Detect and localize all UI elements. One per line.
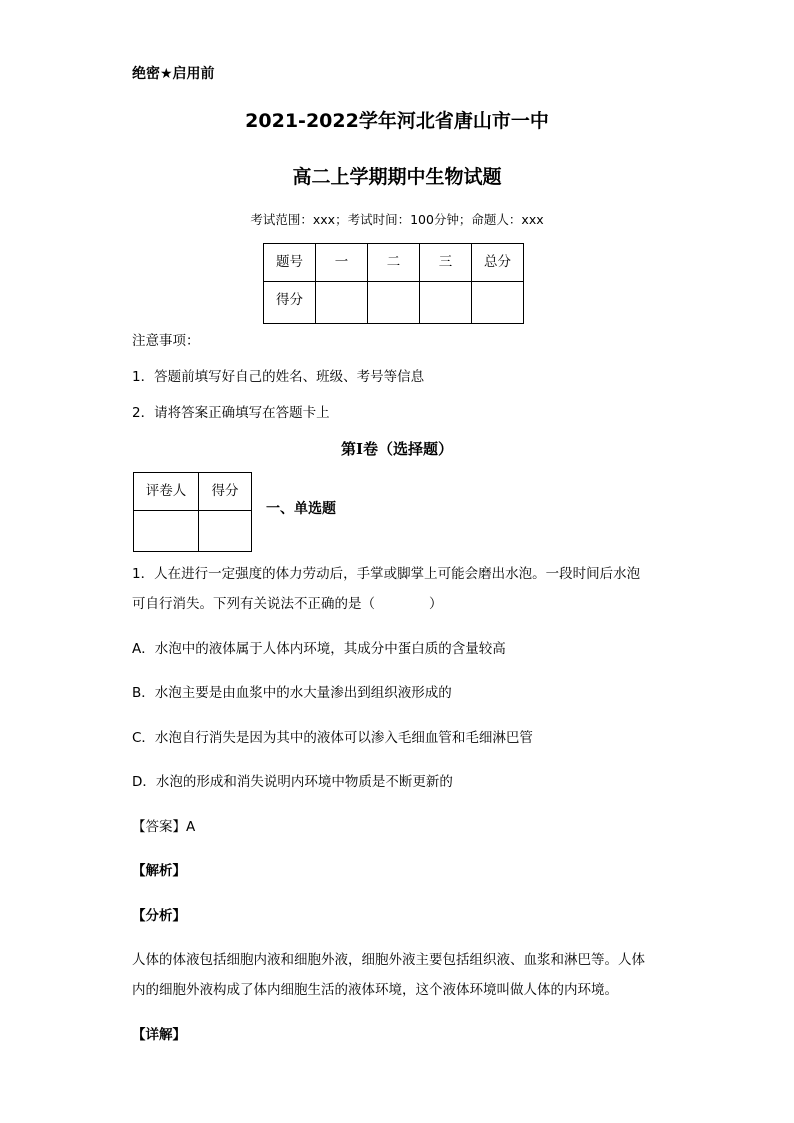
- note-item: 1．答题前填写好自己的姓名、班级、考号等信息: [132, 369, 425, 385]
- score-cell: [316, 282, 368, 324]
- fenxi-text-line1: 人体的体液包括细胞内液和细胞外液，细胞外液主要包括组织液、血浆和淋巴等。人体: [132, 952, 645, 968]
- notes-title: 注意事项：: [132, 333, 200, 349]
- confidential-mark: 绝密★启用前: [132, 66, 215, 82]
- score-header-cell: 二: [368, 244, 420, 282]
- part-title: 第I卷（选择题）: [340, 440, 454, 458]
- option-d: D．水泡的形成和消失说明内环境中物质是不断更新的: [132, 774, 453, 790]
- option-b: B．水泡主要是由血浆中的水大量渗出到组织液形成的: [132, 685, 452, 701]
- note-item: 2．请将答案正确填写在答题卡上: [132, 405, 330, 421]
- fenxi-text-line2: 内的细胞外液构成了体内细胞生活的液体环境，这个液体环境叫做人体的内环境。: [132, 982, 618, 998]
- fenxi-label: 【分析】: [132, 908, 186, 924]
- grader-header-cell: 评卷人: [134, 473, 199, 511]
- score-header-cell: 一: [316, 244, 368, 282]
- analysis-label: 【解析】: [132, 863, 186, 879]
- detail-label: 【详解】: [132, 1027, 186, 1043]
- exam-title-line1: 2021-2022学年河北省唐山市一中: [245, 110, 549, 132]
- grader-cell: [134, 511, 199, 552]
- grader-table: [133, 472, 252, 552]
- grader-cell: [199, 511, 252, 552]
- question-stem-line2: 可自行消失。下列有关说法不正确的是（ ）: [132, 596, 443, 612]
- answer: 【答案】A: [132, 819, 196, 835]
- exam-info: 考试范围：xxx；考试时间：100分钟；命题人：xxx: [250, 212, 544, 227]
- exam-title-line2: 高二上学期期中生物试题: [292, 166, 502, 188]
- option-a: A．水泡中的液体属于人体内环境，其成分中蛋白质的含量较高: [132, 641, 506, 657]
- option-c: C．水泡自行消失是因为其中的液体可以渗入毛细血管和毛细淋巴管: [132, 730, 533, 746]
- score-header-cell: 三: [420, 244, 472, 282]
- score-header-cell: 总分: [472, 244, 524, 282]
- grader-header-cell: 得分: [199, 473, 252, 511]
- score-cell: [368, 282, 420, 324]
- score-row-label: 得分: [264, 282, 316, 324]
- score-header-cell: 题号: [264, 244, 316, 282]
- section-title: 一、单选题: [266, 501, 336, 517]
- score-cell: [472, 282, 524, 324]
- score-table: [263, 243, 524, 324]
- score-cell: [420, 282, 472, 324]
- question-stem-line1: 1．人在进行一定强度的体力劳动后，手掌或脚掌上可能会磨出水泡。一段时间后水泡: [132, 566, 641, 582]
